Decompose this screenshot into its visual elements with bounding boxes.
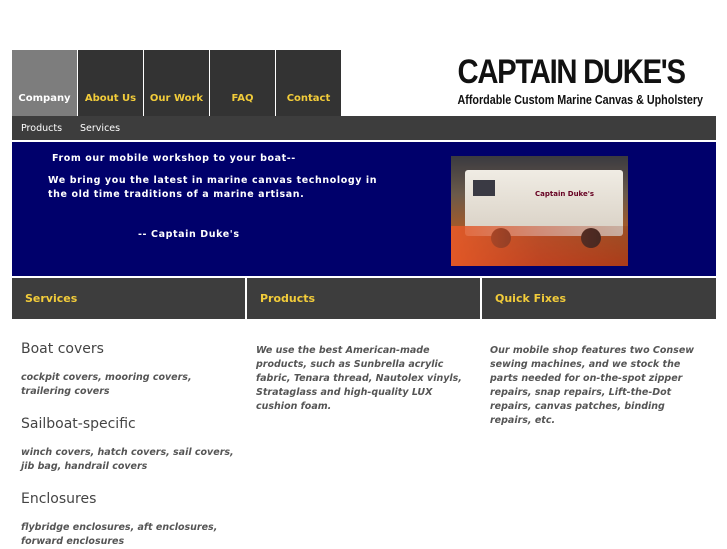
quick-fixes-text: Our mobile shop features two Consew sewing machines, and we stock the parts needed for on-the-spot zipper repairs, snap repairs, Lift-the-Dot repairs, canvas patches, binding repairs, etc. bbox=[490, 345, 695, 426]
products-text: We use the best American-made products, such as Sunbrella acrylic fabric, Tenara thread, Nautolex vinyls, Strataglass and high-quality LUX cushion foam. bbox=[256, 345, 462, 412]
sailboat-text: winch covers, hatch covers, sail covers, jib bag, handrail covers bbox=[21, 447, 234, 472]
products-column bbox=[256, 344, 468, 414]
services-heading: Services bbox=[12, 278, 245, 319]
hero-line-2: We bring you the latest in marine canvas technology in bbox=[48, 175, 378, 186]
quick-fixes-heading: Quick Fixes bbox=[482, 278, 716, 319]
hero-line-1: From our mobile workshop to your boat-- bbox=[52, 153, 296, 164]
sub-nav bbox=[12, 116, 716, 140]
tab-company[interactable]: Company bbox=[12, 50, 77, 116]
boat-covers-title: Boat covers bbox=[21, 341, 104, 357]
quick-fixes-column bbox=[490, 344, 708, 428]
tab-our-work[interactable]: Our Work bbox=[144, 50, 209, 116]
tab-about-us[interactable]: About Us bbox=[78, 50, 143, 116]
hero-banner bbox=[12, 142, 716, 276]
enclosures-text: flybridge enclosures, aft enclosures, forward enclosures bbox=[21, 522, 218, 547]
services-column bbox=[21, 330, 241, 549]
products-heading: Products bbox=[247, 278, 480, 319]
tab-faq[interactable]: FAQ bbox=[210, 50, 275, 116]
van-window bbox=[473, 180, 495, 196]
enclosures-title: Enclosures bbox=[21, 491, 97, 507]
sailboat-title: Sailboat-specific bbox=[21, 416, 136, 432]
photo-glow bbox=[451, 226, 628, 266]
logo-subtitle: Affordable Custom Marine Canvas & Upholstery bbox=[457, 93, 704, 107]
van-photo bbox=[451, 156, 628, 266]
site-logo bbox=[440, 52, 704, 108]
logo-title: CAPTAIN DUKE'S bbox=[457, 53, 685, 91]
tab-contact[interactable]: Contact bbox=[276, 50, 341, 116]
main-nav bbox=[12, 50, 343, 116]
subnav-item-products[interactable]: Products bbox=[21, 122, 63, 134]
hero-signature: -- Captain Duke's bbox=[138, 229, 240, 240]
van-lettering: Captain Duke's bbox=[535, 190, 595, 198]
subnav-item-services[interactable]: Services bbox=[80, 122, 121, 134]
hero-line-3: the old time traditions of a marine artisan. bbox=[48, 189, 305, 200]
boat-covers-text: cockpit covers, mooring covers, trailering covers bbox=[21, 372, 192, 397]
